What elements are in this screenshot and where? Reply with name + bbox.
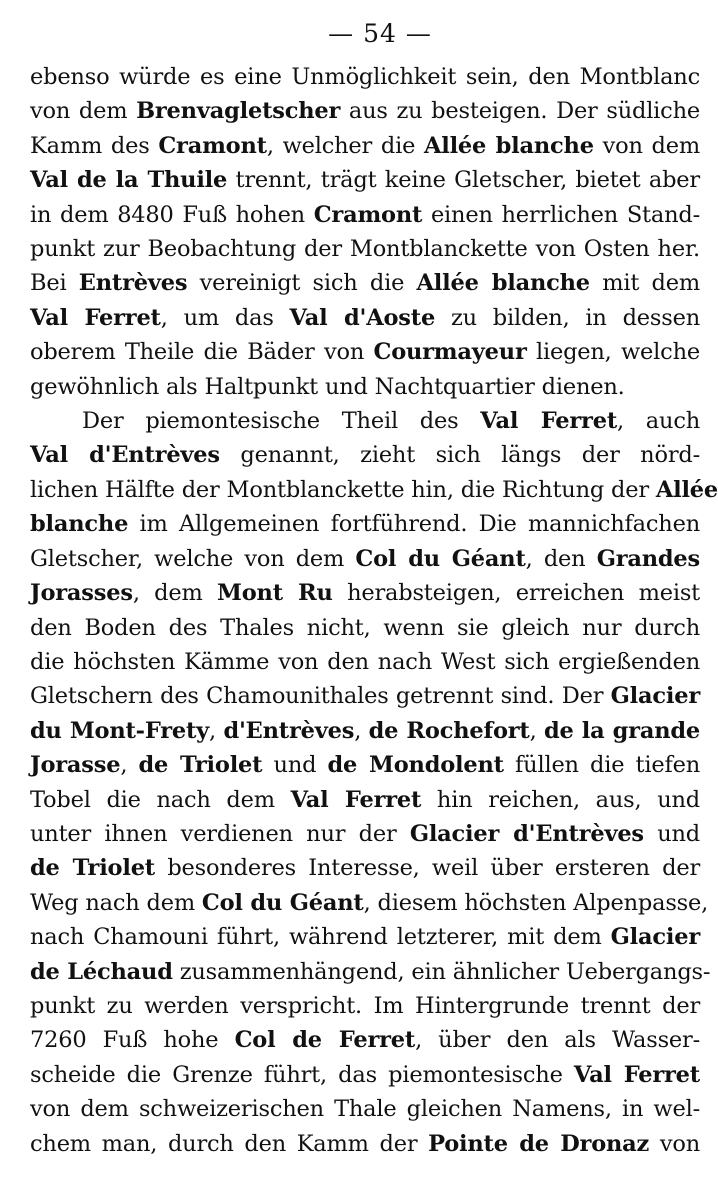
bold-term: Allée blanche bbox=[423, 132, 594, 159]
text-line bbox=[30, 542, 700, 576]
bold-term: de la grande bbox=[544, 717, 701, 744]
text-run: einen herrlichen Stand- bbox=[422, 201, 700, 228]
text-run: genannt, zieht sich längs der nörd- bbox=[219, 442, 700, 469]
text-run: von dem bbox=[593, 132, 700, 159]
bold-term: Pointe de Dronaz bbox=[428, 1130, 650, 1157]
bold-term: Allée blanche bbox=[416, 270, 590, 297]
text-line bbox=[30, 817, 700, 851]
bold-term: Courmayeur bbox=[373, 339, 527, 366]
text-run: von dem schweizerischen Thale gleichen Namens, in wel- bbox=[30, 1096, 700, 1123]
text-run: herabsteigen, erreichen meist bbox=[332, 580, 701, 607]
text-run: von bbox=[649, 1130, 700, 1157]
text-line bbox=[30, 301, 700, 335]
bold-term: Col du Géant bbox=[355, 545, 526, 572]
text-run: nach Chamouni führt, während letzterer, mit dem bbox=[30, 924, 611, 951]
text-run: zusammenhängend, ein ähnlicher Uebergangs- bbox=[172, 958, 711, 985]
bold-term: Cramont bbox=[313, 201, 423, 228]
text-line bbox=[30, 438, 700, 472]
bold-term: Glacier d'Entrèves bbox=[409, 820, 644, 847]
text-line bbox=[30, 955, 711, 989]
text-run: liegen, welche bbox=[526, 339, 700, 366]
bold-term: de Triolet bbox=[138, 752, 263, 779]
text-run: den Boden des Thales nicht, wenn sie gleich nur durch bbox=[30, 614, 700, 641]
text-run: , bbox=[209, 717, 224, 744]
bold-term: Val Ferret bbox=[573, 1061, 700, 1088]
text-run: , dem bbox=[132, 580, 218, 607]
text-line bbox=[30, 920, 700, 954]
bold-term: Val Ferret bbox=[480, 408, 618, 435]
text-line bbox=[30, 783, 700, 817]
text-run: , über den als Wasser- bbox=[415, 1027, 700, 1054]
bold-term: de Mondolent bbox=[327, 752, 504, 779]
text-run: , bbox=[354, 717, 369, 744]
text-run: punkt zur Beobachtung der Montblanckette von Osten her. bbox=[30, 236, 700, 263]
bold-term: Col de Ferret bbox=[234, 1027, 416, 1054]
text-run: aus zu besteigen. Der südliche bbox=[340, 98, 700, 125]
bold-term: Val Ferret bbox=[290, 786, 422, 813]
text-run: die höchsten Kämme von den nach West sich ergießenden bbox=[30, 648, 700, 675]
text-line bbox=[30, 404, 700, 438]
text-run: lichen Hälfte der Montblanckette hin, die Richtung der bbox=[30, 476, 656, 503]
text-line bbox=[30, 60, 700, 94]
text-run: , auch bbox=[617, 408, 701, 435]
text-line bbox=[30, 129, 700, 163]
text-run: und bbox=[643, 820, 700, 847]
bold-term: Brenvagletscher bbox=[136, 98, 341, 125]
text-run: , diesem höchsten Alpenpasse, bbox=[363, 889, 709, 916]
bold-term: Jorasse bbox=[30, 752, 121, 779]
page-body-text bbox=[30, 60, 718, 1161]
bold-term: d'Entrèves bbox=[223, 717, 355, 744]
text-line bbox=[30, 507, 700, 541]
text-run: im Allgemeinen fortführend. Die mannichfachen bbox=[128, 511, 700, 538]
text-run: und bbox=[262, 752, 328, 779]
text-run: , um das bbox=[160, 304, 290, 331]
bold-term: Allée bbox=[655, 476, 718, 503]
text-line bbox=[30, 679, 700, 713]
text-line bbox=[30, 851, 700, 885]
text-run: , bbox=[120, 752, 139, 779]
text-run: Kamm des bbox=[30, 132, 159, 159]
bold-term: de Léchaud bbox=[30, 958, 173, 985]
bold-term: Val Ferret bbox=[30, 304, 161, 331]
text-line bbox=[30, 611, 700, 645]
text-line bbox=[30, 1127, 700, 1161]
text-run: vereinigt sich die bbox=[187, 270, 417, 297]
bold-term: Jorasses bbox=[30, 580, 133, 607]
text-line bbox=[30, 748, 700, 782]
bold-term: blanche bbox=[30, 511, 129, 538]
text-run: von dem bbox=[30, 98, 137, 125]
bold-term: du Mont-Frety bbox=[30, 717, 210, 744]
text-line bbox=[30, 266, 700, 300]
text-run: besonderes Interesse, weil über ersteren der bbox=[155, 855, 700, 882]
text-run: in dem 8480 Fuß hohen bbox=[30, 201, 314, 228]
text-run: , den bbox=[525, 545, 597, 572]
text-run: scheide die Grenze führt, das piemontesische bbox=[30, 1061, 574, 1088]
page-number-header: — 54 — bbox=[328, 19, 432, 48]
bold-term: Glacier bbox=[610, 683, 700, 710]
text-run: füllen die tiefen bbox=[503, 752, 701, 779]
text-run: mit dem bbox=[589, 270, 700, 297]
bold-term: de Triolet bbox=[30, 855, 156, 882]
text-run: unter ihnen verdienen nur der bbox=[30, 820, 410, 847]
text-line bbox=[30, 1092, 700, 1126]
text-run: Tobel die nach dem bbox=[30, 786, 291, 813]
text-run: Weg nach dem bbox=[30, 889, 202, 916]
bold-term: de Rochefort bbox=[368, 717, 530, 744]
bold-term: Entrèves bbox=[78, 270, 188, 297]
text-run: hin reichen, aus, und bbox=[421, 786, 700, 813]
text-run: Gletschern des Chamounithales getrennt sind. Der bbox=[30, 683, 611, 710]
text-line bbox=[30, 232, 700, 266]
text-run: 7260 Fuß hohe bbox=[30, 1027, 235, 1054]
text-line bbox=[30, 576, 700, 610]
text-line bbox=[30, 1058, 700, 1092]
text-run: ebenso würde es eine Unmöglichkeit sein, den Montblanc bbox=[30, 64, 700, 90]
bold-term: Val d'Entrèves bbox=[30, 442, 220, 469]
text-run: gewöhnlich als Haltpunkt und Nachtquartier dienen. bbox=[30, 373, 625, 400]
text-line bbox=[30, 163, 700, 197]
text-run: oberem Theile die Bäder von bbox=[30, 339, 374, 366]
text-run: Bei bbox=[30, 270, 79, 297]
text-line bbox=[30, 714, 700, 748]
bold-term: Grandes bbox=[596, 545, 701, 572]
text-line bbox=[30, 989, 700, 1023]
text-run: chem man, durch den Kamm der bbox=[30, 1130, 429, 1157]
bold-term: Glacier bbox=[610, 924, 700, 951]
bold-term: Val de la Thuile bbox=[30, 167, 228, 194]
bold-term: Val d'Aoste bbox=[289, 304, 436, 331]
text-line bbox=[30, 94, 700, 128]
text-run: zu bilden, in dessen bbox=[435, 304, 701, 331]
text-run: , welcher die bbox=[266, 132, 424, 159]
text-run: Gletscher, welche von dem bbox=[30, 545, 356, 572]
bold-term: Mont Ru bbox=[217, 580, 333, 607]
text-run: , bbox=[529, 717, 545, 744]
text-line bbox=[30, 886, 709, 920]
text-run: trennt, trägt keine Gletscher, bietet aber bbox=[227, 167, 700, 194]
bold-term: Col du Géant bbox=[201, 889, 364, 916]
text-run: punkt zu werden verspricht. Im Hintergrunde trennt der bbox=[30, 992, 700, 1019]
text-run: Der piemontesische Theil des bbox=[82, 408, 481, 435]
text-line bbox=[30, 198, 700, 232]
text-line bbox=[30, 473, 718, 507]
text-line bbox=[30, 370, 700, 404]
bold-term: Cramont bbox=[158, 132, 267, 159]
text-line bbox=[30, 335, 700, 369]
text-line bbox=[30, 645, 700, 679]
text-line bbox=[30, 1023, 700, 1057]
